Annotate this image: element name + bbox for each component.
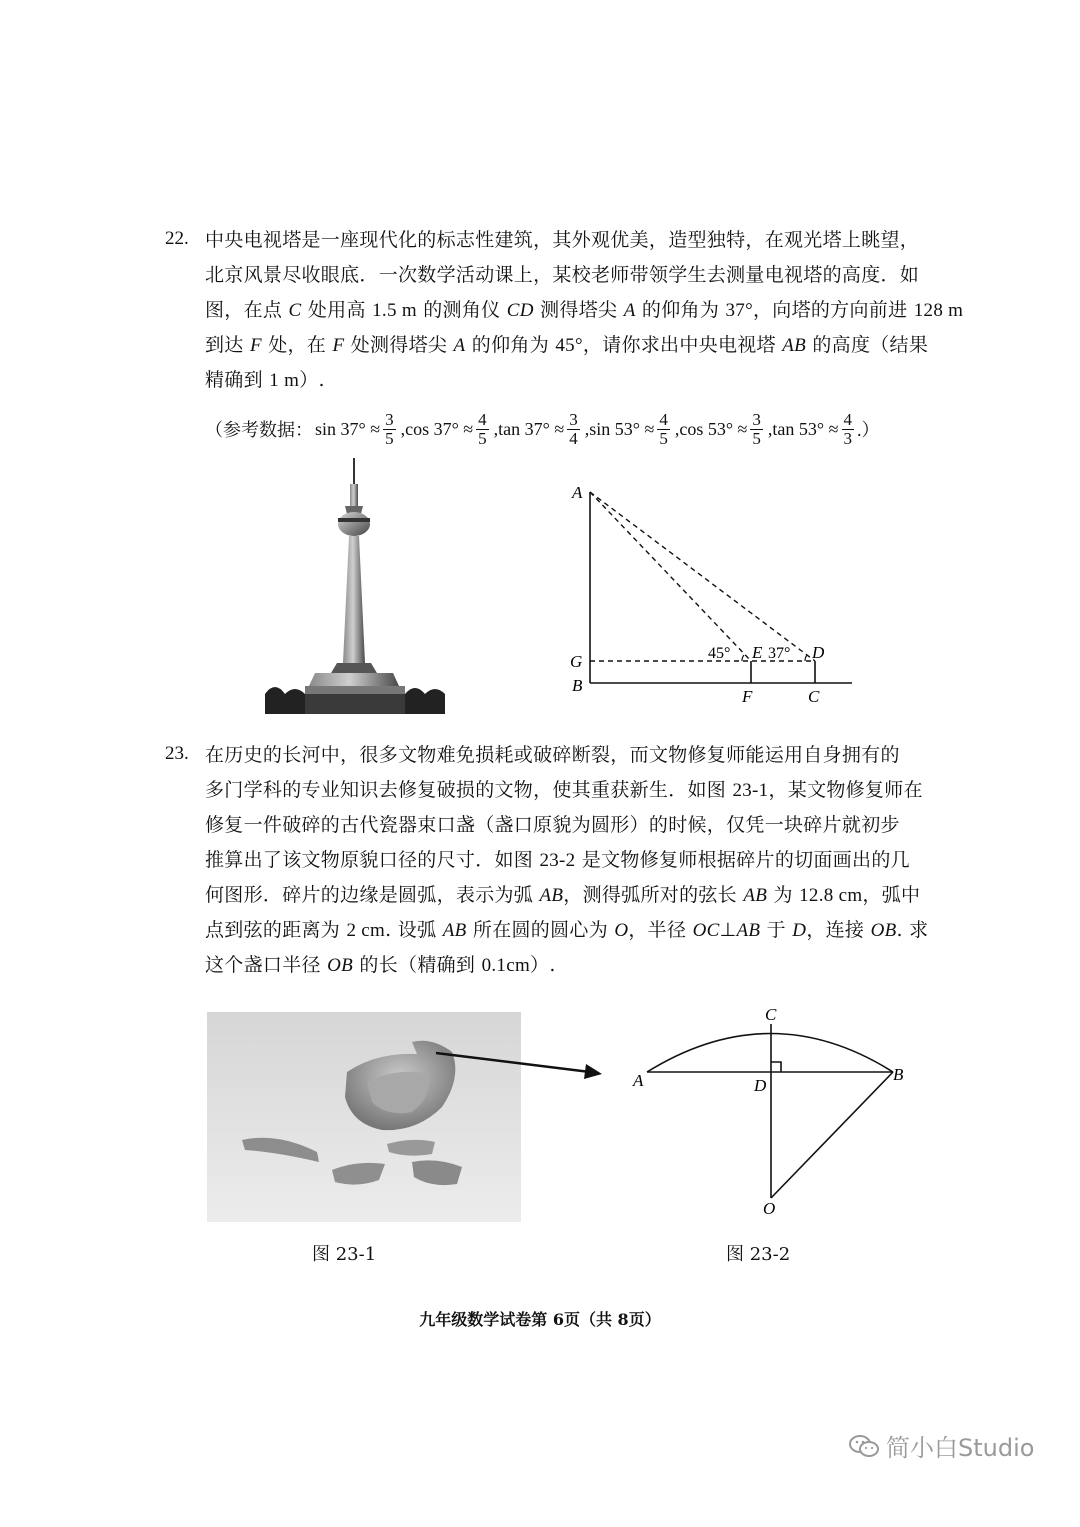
q23-text-line-1: 在历史的长河中，很多文物难免损耗或破碎断裂，而文物修复师能运用自身拥有的: [205, 744, 900, 766]
q23-text-line-6: 点到弦的距离为 2 cm. 设弧 AB 所在圆的圆心为 O，半径 OC⊥AB 于 D，连接 OB. 求: [205, 919, 929, 941]
fraction-denominator: 3: [843, 428, 852, 448]
q22-text-line-3: 图，在点 C 处用高 1.5 m 的测角仪 CD 测得塔尖 A 的仰角为 37°，向塔的方向前进 128 m: [205, 299, 964, 321]
caption-fig-23-1: 图 23-1: [312, 1244, 377, 1265]
label-D: D: [754, 1076, 767, 1095]
fraction-denominator: 5: [752, 428, 761, 448]
fraction-denominator: 4: [569, 428, 578, 448]
q22-text-line-5: 精确到 1 m）.: [205, 369, 325, 391]
fraction-denominator: 5: [478, 428, 487, 448]
page-footer: 九年级数学试卷第 6页（共 8页）: [419, 1310, 661, 1329]
fraction-numerator: 4: [659, 409, 668, 429]
fraction-denominator: 5: [385, 428, 394, 448]
label-A: A: [633, 1071, 644, 1090]
fraction-denominator: 5: [659, 428, 668, 448]
q23-text-line-5: 何图形．碎片的边缘是圆弧，表示为弧 AB，测得弧所对的弦长 AB 为 12.8 cm，弧中: [205, 884, 921, 906]
tv-tower-photo: [265, 458, 445, 714]
watermark: [848, 1428, 1034, 1463]
label-C: C: [765, 1005, 777, 1024]
ref-items: [313, 411, 857, 448]
caption-fig-23-2: 图 23-2: [726, 1244, 791, 1265]
ref-item-label: ,tan 53° ≈: [767, 418, 839, 439]
fraction-numerator: 4: [478, 409, 487, 429]
ref-fraction: [383, 411, 396, 448]
ref-fraction: [750, 411, 763, 448]
q22-text-line-1: 中央电视塔是一座现代化的标志性建筑，其外观优美，造型独特，在观光塔上眺望，: [205, 229, 920, 251]
fraction-numerator: 3: [752, 409, 761, 429]
question-22-number: 22.: [165, 228, 189, 249]
ref-item-label: sin 37° ≈: [315, 418, 381, 439]
ref-fraction: [657, 411, 670, 448]
ref-item-label: ,cos 37° ≈: [400, 418, 474, 439]
ref-open: （参考数据：: [205, 420, 313, 441]
label-G: G: [570, 652, 583, 671]
label-B: B: [572, 676, 583, 695]
label-angle-37: 37°: [768, 645, 791, 662]
ref-fraction: [842, 411, 855, 448]
label-O: O: [763, 1199, 776, 1218]
q23-geometry-diagram: [625, 1000, 915, 1220]
q23-text-line-3: 修复一件破碎的古代瓷器束口盏（盏口原貌为圆形）的时候，仅凭一块碎片就初步: [205, 814, 900, 836]
fraction-numerator: 3: [385, 409, 394, 429]
label-B: B: [893, 1065, 904, 1084]
label-A: A: [572, 483, 583, 502]
ref-close: .）: [857, 420, 880, 440]
fraction-numerator: 4: [843, 409, 852, 429]
question-23-number: 23.: [165, 743, 189, 764]
q22-geometry-diagram: [560, 478, 860, 706]
label-angle-45: 45°: [708, 645, 731, 662]
ref-item-label: ,cos 53° ≈: [674, 418, 748, 439]
ref-item-label: ,sin 53° ≈: [584, 418, 655, 439]
pottery-shards-photo: [207, 1012, 521, 1222]
q23-text-line-7: 这个盏口半径 OB 的长（精确到 0.1cm）.: [205, 954, 556, 976]
ref-fraction: [476, 411, 489, 448]
q23-text-line-2: 多门学科的专业知识去修复破损的文物，使其重获新生．如图 23-1，某文物修复师在: [205, 779, 923, 801]
label-E: E: [752, 643, 763, 662]
label-F: F: [742, 687, 753, 706]
arrow-icon: [430, 1045, 610, 1085]
q22-text-line-2: 北京风景尽收眼底．一次数学活动课上，某校老师带领学生去测量电视塔的高度．如: [205, 264, 920, 286]
q22-text-line-4: 到达 F 处，在 F 处测得塔尖 A 的仰角为 45°，请你求出中央电视塔 AB 的高度（结果: [205, 334, 929, 356]
q23-text-line-4: 推算出了该文物原貌口径的尺寸．如图 23-2 是文物修复师根据碎片的切面画出的几: [205, 849, 910, 871]
ref-item-label: ,tan 37° ≈: [493, 418, 565, 439]
label-D: D: [812, 643, 825, 662]
fraction-numerator: 3: [569, 409, 578, 429]
ref-fraction: [567, 411, 580, 448]
watermark-text: 简小白Studio: [886, 1434, 1035, 1462]
q22-reference-data: [205, 404, 880, 454]
label-C: C: [808, 687, 820, 706]
wechat-icon: [848, 1433, 880, 1459]
